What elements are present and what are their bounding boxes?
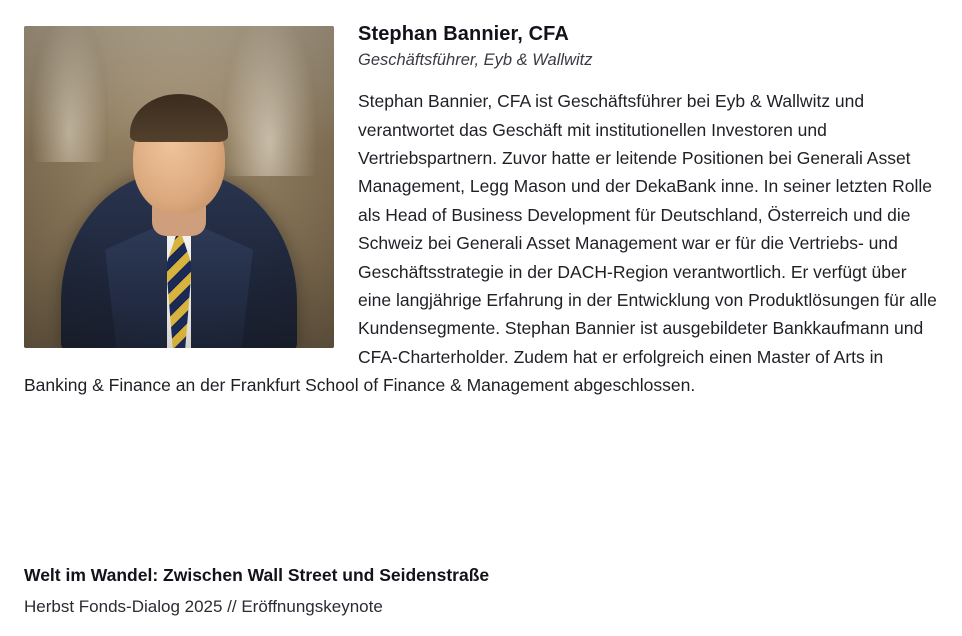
speaker-name: Stephan Bannier, CFA bbox=[358, 23, 569, 45]
talk-meta: Herbst Fonds-Dialog 2025 // Eröffnungskeynote bbox=[24, 596, 383, 616]
speaker-biography: Stephan Bannier, CFA ist Geschäftsführer bei Eyb & Wallwitz und verantwortet das Geschäft mit institutionellen Investoren und Vertriebspartnern. Zuvor hatte er leitende Positionen bei Generali Asset Management, Legg Mason und der DekaBank inne. In seiner letzten Rolle als Head of Business Development für Deutschland, Österreich und die Schweiz bei Generali Asset Management war er für die Vertriebs- und Geschäftsstrategie in der DACH-Region verantwortlich. Er verfügt über eine langjährige Erfahrung in der Entwicklung von Produktlösungen für alle Kundensegmente. Stephan Bannier ist ausgebildeter Bankkaufmann und CFA-Charterholder. Zudem hat er erfolgreich einen Master of Arts in Banking & Finance an der Frankfurt School of Finance & Management abgeschlossen. bbox=[24, 91, 937, 395]
talk-title: Welt im Wandel: Zwischen Wall Street und Seidenstraße bbox=[24, 565, 490, 586]
speaker-portrait-image bbox=[24, 26, 334, 348]
speaker-role: Geschäftsführer, Eyb & Wallwitz bbox=[358, 51, 593, 69]
portrait-vignette bbox=[24, 26, 334, 348]
talk-section bbox=[24, 564, 936, 618]
